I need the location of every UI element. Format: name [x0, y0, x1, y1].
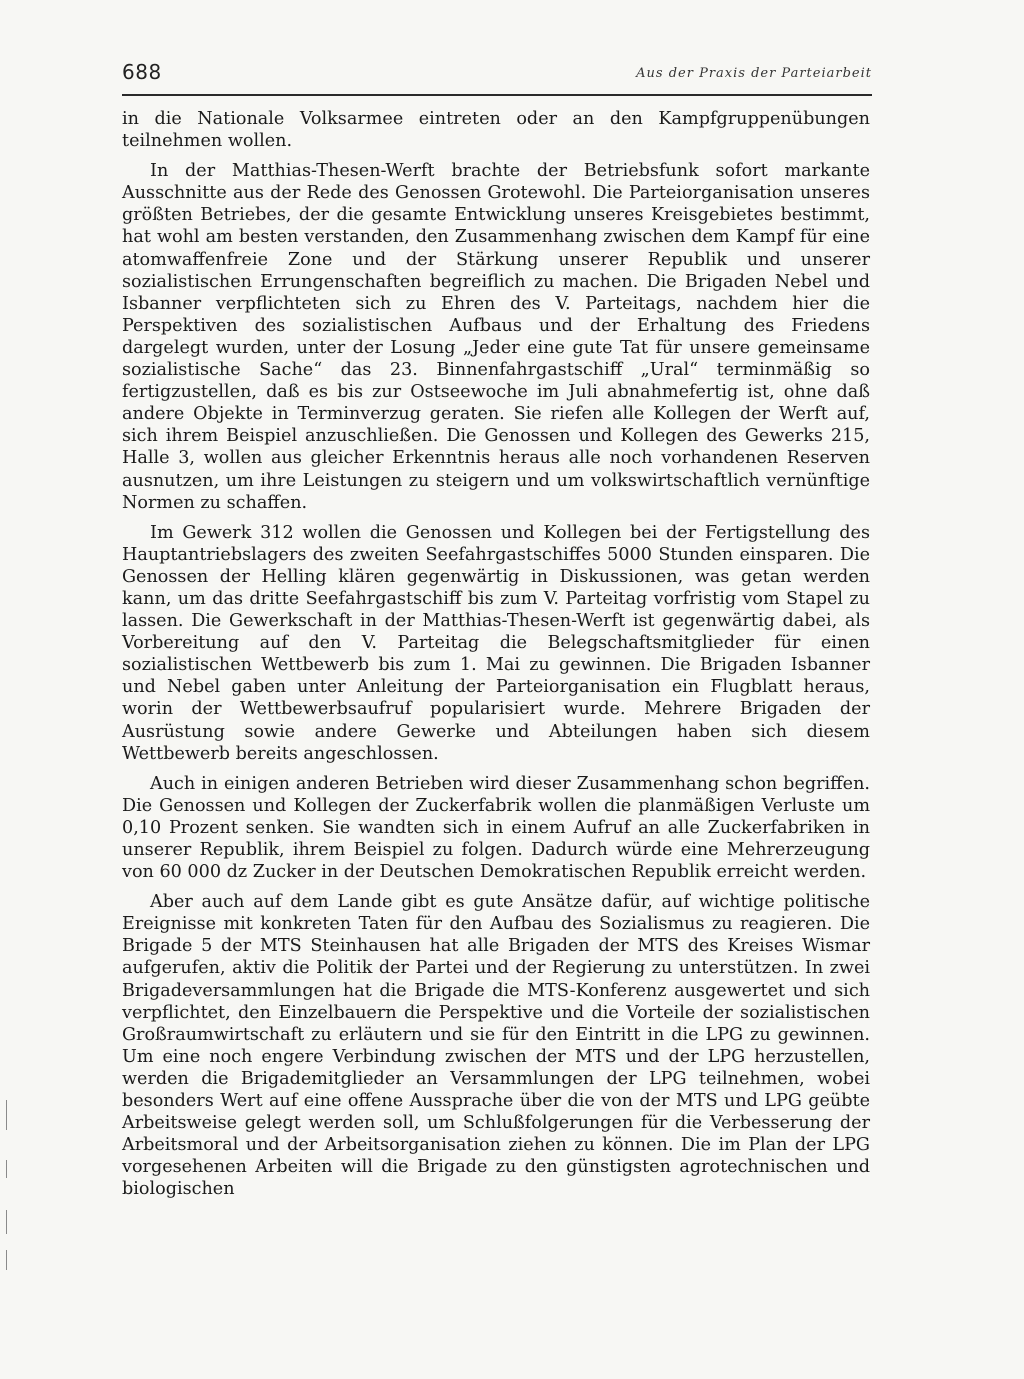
paragraph: Aber auch auf dem Lande gibt es gute Ansätze dafür, auf wichtige politische Ereignisse mit konkreten Taten für den Aufbau des Sozialismus zu reagieren. Die Brigade 5 der MTS Steinhausen hat alle Brigaden der MTS des Kreises Wismar aufgerufen, aktiv die Politik der Partei und der Regierung zu unterstützen. In zwei Brigadeversammlungen hat die Brigade die MTS-Konferenz ausgewertet und sich verpflichtet, den Einzelbauern die Perspektive und die Vorteile der sozialistischen Großraumwirtschaft zu erläutern und sie für den Eintritt in die LPG zu gewinnen. Um eine noch engere Verbindung zwischen der MTS und der LPG herzustellen, werden die Brigademitglieder an Versammlungen der LPG teilnehmen, wobei besonders Wert auf eine offene Aussprache über die von der MTS und LPG geübte Arbeitsweise gelegt werden soll, um Schlußfolgerungen für die Verbesserung der Arbeitsmoral und der Arbeitsorganisation ziehen zu können. Die im Plan der LPG vorgesehenen Arbeiten will die Brigade zu den günstigsten agrotechnischen und biologischen: [122, 892, 870, 1200]
paragraph: Im Gewerk 312 wollen die Genossen und Kollegen bei der Fertigstellung des Hauptantriebslagers des zweiten Seefahrgastschiffes 5000 Stunden einsparen. Die Genossen der Helling klären gegenwärtig in Diskussionen, was getan werden kann, um das dritte Seefahrgastschiff bis zum V. Parteitag vorfristig vom Stapel zu lassen. Die Gewerkschaft in der Matthias-Thesen-Werft ist gegenwärtig dabei, als Vorbereitung auf den V. Parteitag die Belegschaftsmitglieder für einen sozialistischen Wettbewerb bis zum 1. Mai zu gewinnen. Die Brigaden Isbanner und Nebel gaben unter Anleitung der Parteiorganisation ein Flugblatt heraus, worin der Wettbewerbsaufruf popularisiert wurde. Mehrere Brigaden der Ausrüstung sowie andere Gewerke und Abteilungen haben sich diesem Wettbewerb bereits angeschlossen.: [122, 522, 870, 764]
body-text: [122, 108, 870, 1209]
paragraph: In der Matthias-Thesen-Werft brachte der Betriebsfunk sofort markante Ausschnitte aus der Rede des Genossen Grotewohl. Die Parteiorganisation unseres größten Betriebes, der die gesamte Entwicklung unseres Kreisgebietes bestimmt, hat wohl am besten verstanden, den Zusammenhang zwischen dem Kampf für eine atomwaffenfreie Zone und der Stärkung unserer Republik und unserer sozialistischen Errungenschaften begreiflich zu machen. Die Brigaden Nebel und Isbanner verpflichteten sich zu Ehren des V. Parteitags, nachdem hier die Perspektiven des sozialistischen Aufbaus und der Erhaltung des Friedens dargelegt wurden, unter der Losung „Jeder eine gute Tat für unsere gemeinsame sozialistische Sache“ das 23. Binnenfahrgastschiff „Ural“ terminmäßig so fertigzustellen, daß es bis zur Ostseewoche im Juli abnahmefertig ist, ohne daß andere Objekte in Terminverzug geraten. Sie riefen alle Kollegen der Werft auf, sich ihrem Beispiel anzuschließen. Die Genossen und Kollegen des Gewerks 215, Halle 3, wollen aus gleicher Erkenntnis heraus alle noch vorhandenen Reserven ausnutzen, um ihre Leistungen zu steigern und um volkswirtschaftlich vernünftige Normen zu schaffen.: [122, 161, 870, 513]
page-number: 688: [122, 60, 162, 84]
page-header: [122, 58, 872, 96]
scan-margin-marks: [4, 1100, 10, 1280]
paragraph: Auch in einigen anderen Betrieben wird dieser Zusammenhang schon begriffen. Die Genossen und Kollegen der Zuckerfabrik wollen die planmäßigen Verluste um 0,10 Prozent senken. Sie wandten sich in einem Aufruf an alle Zuckerfabriken in unserer Republik, ihrem Beispiel zu folgen. Dadurch würde eine Mehrerzeugung von 60 000 dz Zucker in der Deutschen Demokratischen Republik erreicht werden.: [122, 773, 870, 883]
running-head: Aus der Praxis der Parteiarbeit: [636, 66, 872, 81]
paragraph: in die Nationale Volksarmee eintreten oder an den Kampfgruppenübungen teilnehmen wollen.: [122, 109, 870, 152]
